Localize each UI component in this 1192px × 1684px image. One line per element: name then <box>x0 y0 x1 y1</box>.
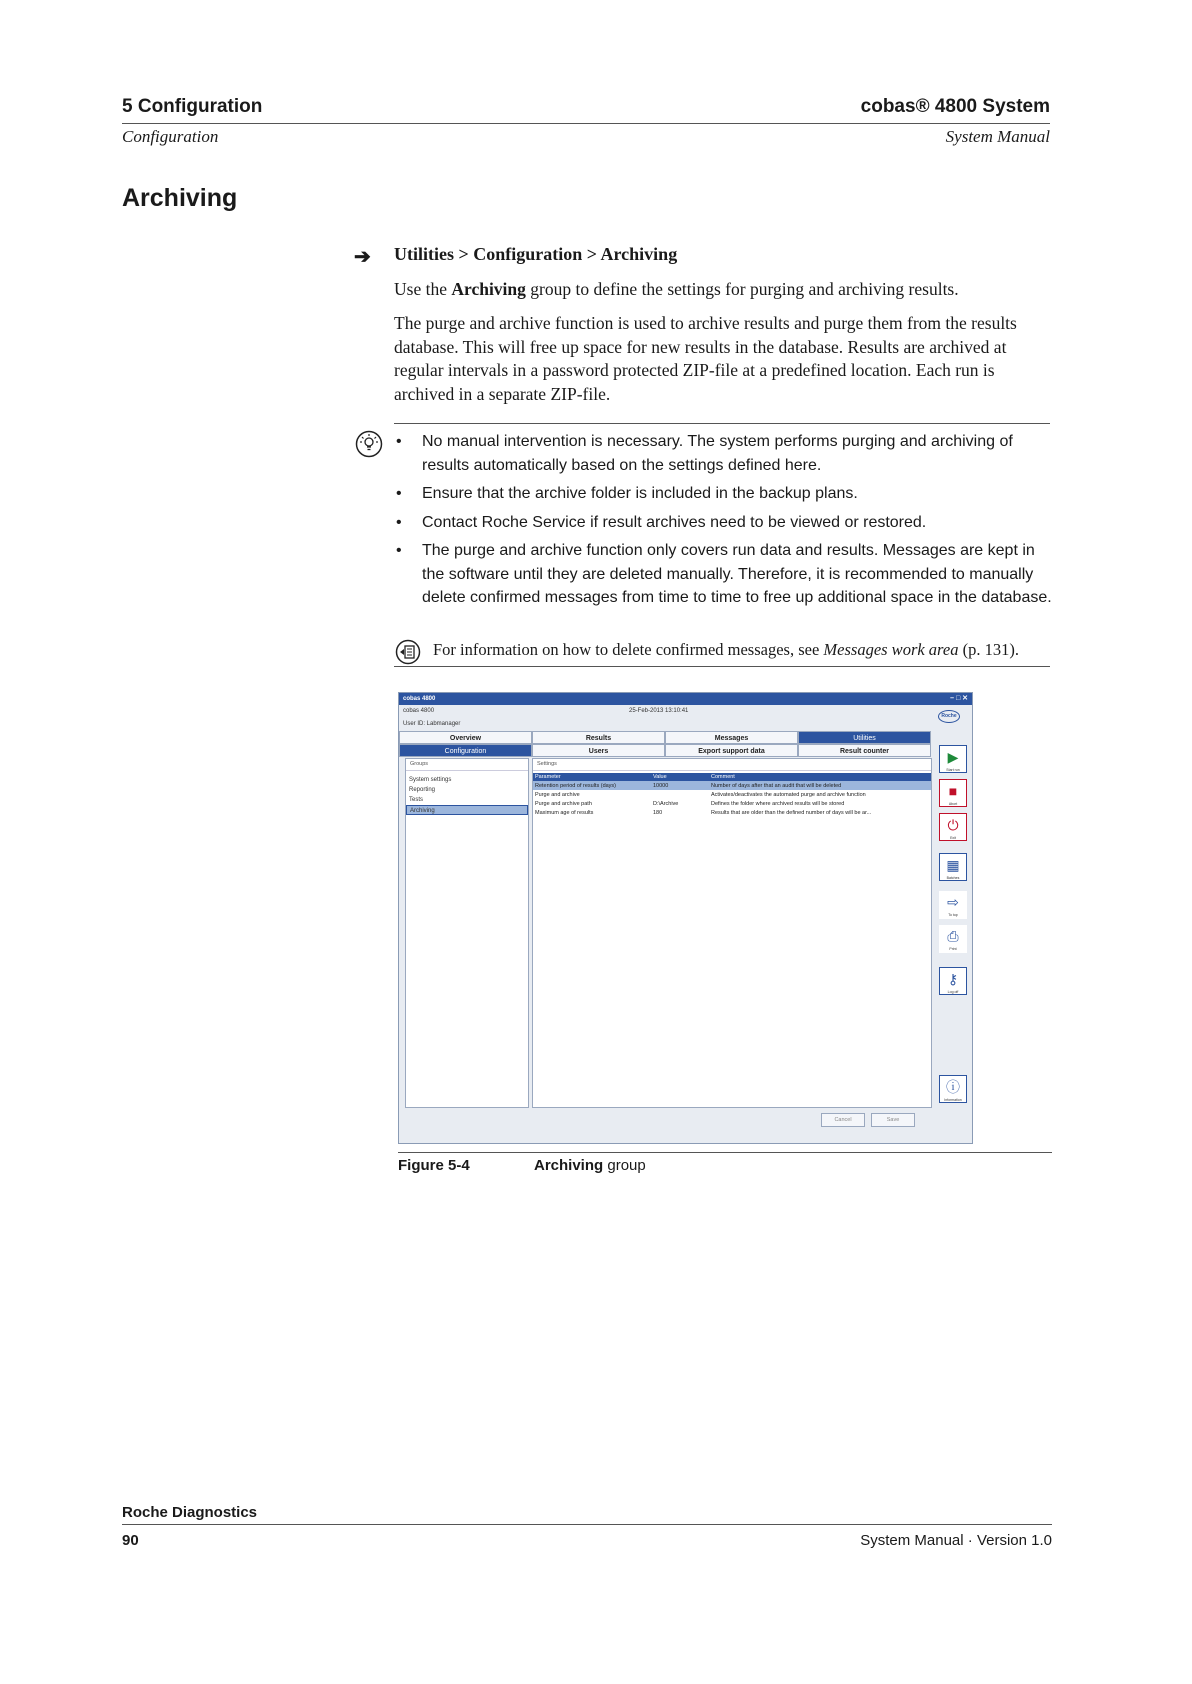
figure-label: Figure 5-4 <box>398 1157 470 1174</box>
group-tests[interactable]: Tests <box>409 797 424 803</box>
table-cell: Purge and archive <box>535 791 580 798</box>
footer-company: Roche Diagnostics <box>122 1504 258 1521</box>
button-label: Exit <box>950 836 956 840</box>
log-off-button[interactable] <box>939 967 967 995</box>
settings-table <box>533 773 931 817</box>
button-label: Log off <box>947 990 959 994</box>
to-top-button[interactable] <box>939 891 967 919</box>
manual-subtitle: System Manual <box>945 127 1050 146</box>
table-cell[interactable]: D:\Archive <box>653 800 679 807</box>
column-header: Comment <box>709 773 931 781</box>
groups-header: Groups <box>406 759 528 771</box>
table-cell[interactable]: 10000 <box>651 781 709 790</box>
reference-text: For information on how to delete confirmed messages, see <box>433 640 824 659</box>
intro-paragraph-1 <box>394 278 1054 302</box>
user-id: User ID: Labmanager <box>403 721 461 727</box>
settings-header: Settings <box>533 759 931 771</box>
window-title: cobas 4800 <box>403 696 436 702</box>
page-number: 90 <box>122 1532 139 1549</box>
button-label: Information <box>944 1098 962 1102</box>
window-controls[interactable]: – □ ✕ <box>950 695 968 702</box>
save-button[interactable]: Save <box>871 1113 915 1127</box>
tab-users[interactable]: Users <box>532 744 665 757</box>
note-item: • Ensure that the archive folder is included in the backup plans. <box>394 482 1054 506</box>
tab-export-support-data[interactable]: Export support data <box>665 744 798 757</box>
table-cell: Activates/deactivates the automated purge and archive function <box>711 791 866 798</box>
button-label: Start run <box>946 768 960 772</box>
footer-rule <box>122 1524 1052 1525</box>
start-run-button[interactable] <box>939 745 967 773</box>
button-label: Batches <box>946 876 960 880</box>
tab-result-counter[interactable]: Result counter <box>798 744 931 757</box>
main-tabs <box>399 731 931 744</box>
cancel-button[interactable]: Cancel <box>821 1113 865 1127</box>
table-cell: Maximum age of results <box>535 809 594 816</box>
archiving-screenshot <box>398 692 973 1144</box>
note-rule-bottom <box>394 666 1050 667</box>
tab-configuration[interactable]: Configuration <box>399 744 532 757</box>
column-header: Parameter <box>533 773 651 781</box>
table-cell[interactable]: 180 <box>653 809 663 816</box>
arrow-right-icon: ⇨ <box>947 894 959 910</box>
group-archiving[interactable]: Archiving <box>406 805 528 815</box>
sub-tabs <box>399 744 931 757</box>
table-row[interactable] <box>533 808 931 817</box>
table-cell: Number of days after that an audit that will be deleted <box>709 781 931 790</box>
arrow-icon: ➔ <box>354 246 371 268</box>
table-cell: Results that are older than the defined number of days will be ar... <box>711 809 872 816</box>
table-cell[interactable] <box>651 790 709 799</box>
table-row[interactable] <box>533 799 931 808</box>
button-label: Abort <box>948 802 958 806</box>
settings-panel <box>532 758 932 1108</box>
intro-text: group to define the settings for purging and archiving results. <box>525 279 959 299</box>
caption-text: group <box>603 1157 646 1174</box>
tab-overview[interactable]: Overview <box>399 731 532 744</box>
navigation-path: Utilities > Configuration > Archiving <box>394 244 678 264</box>
reference-text: (p. 131). <box>958 640 1019 659</box>
grid-icon: ▦ <box>946 857 960 873</box>
page-title: Archiving <box>122 184 238 212</box>
printer-icon: ⎙ <box>947 928 959 944</box>
chapter-title: 5 Configuration <box>122 96 263 117</box>
note-rule-top <box>394 423 1050 424</box>
information-button[interactable] <box>939 1075 967 1103</box>
intro-paragraph-2: The purge and archive function is used to archive results and purge them from the results database. This will free up space for new results in the database. Results are archived at regular intervals in a password protected ZIP-file at a predefined location. Each run is archived in a separate ZIP-file. <box>394 313 1017 404</box>
window-titlebar <box>399 693 972 705</box>
cross-reference-icon <box>395 639 421 665</box>
header-rule <box>122 123 1050 124</box>
note-item: • The purge and archive function only covers run data and results. Messages are kept in the software until they are deleted manually. Therefore, it is recommended to manually delete confirmed messages from time to time to free up additional space in the database. <box>394 539 1054 610</box>
group-system-settings[interactable]: System settings <box>409 777 452 783</box>
cross-reference-text <box>433 640 1019 660</box>
abort-button[interactable] <box>939 779 967 807</box>
product-title: cobas® 4800 System <box>860 96 1050 117</box>
reference-link[interactable]: Messages work area <box>823 640 959 659</box>
note-item: • No manual intervention is necessary. The system performs purging and archiving of results automatically based on the settings defined here. <box>394 430 1054 477</box>
exit-button[interactable] <box>939 813 967 841</box>
batches-button[interactable] <box>939 853 967 881</box>
play-icon: ▶ <box>947 749 959 765</box>
button-label: Print <box>949 947 957 951</box>
system-name: cobas 4800 <box>403 708 435 714</box>
stop-icon: ■ <box>948 783 958 799</box>
intro-bold-term: Archiving <box>451 279 526 299</box>
footer-version: System Manual · Version 1.0 <box>860 1532 1052 1549</box>
tab-results[interactable]: Results <box>532 731 665 744</box>
intro-text: Use the <box>394 279 452 299</box>
note-item: • Contact Roche Service if result archives need to be viewed or restored. <box>394 511 1054 535</box>
key-icon: ⚷ <box>947 971 959 987</box>
tab-messages[interactable]: Messages <box>665 731 798 744</box>
table-header-row <box>533 773 931 781</box>
notes-list <box>394 430 1054 615</box>
figure-caption <box>534 1157 646 1174</box>
lightbulb-tip-icon <box>355 430 383 458</box>
table-row[interactable] <box>533 781 931 790</box>
datetime: 25-Feb-2013 13:10:41 <box>629 708 689 714</box>
table-cell: Defines the folder where archived results will be stored <box>711 800 845 807</box>
button-label: To top <box>948 913 958 917</box>
table-cell: Purge and archive path <box>535 800 592 807</box>
section-subtitle: Configuration <box>122 127 219 146</box>
caption-bold: Archiving <box>534 1157 604 1174</box>
column-header: Value <box>651 773 709 781</box>
print-button[interactable] <box>939 925 967 953</box>
table-cell: Retention period of results (days) <box>533 781 651 790</box>
groups-panel <box>405 758 529 1108</box>
table-row[interactable] <box>533 790 931 799</box>
power-icon: ⏻ <box>947 817 959 833</box>
group-reporting[interactable]: Reporting <box>409 787 436 793</box>
roche-logo: Roche <box>938 710 960 723</box>
tab-utilities[interactable]: Utilities <box>798 731 931 744</box>
figure-rule <box>398 1152 1052 1153</box>
info-icon: ⓘ <box>946 1079 960 1095</box>
